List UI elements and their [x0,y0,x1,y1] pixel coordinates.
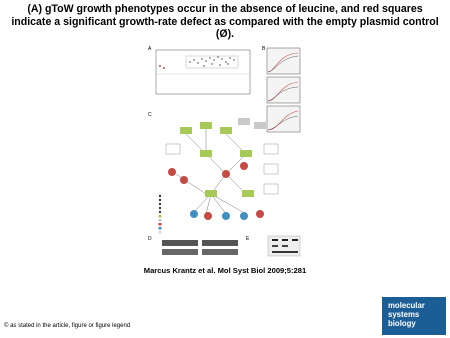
panel-b-growth-curves [262,46,300,132]
panel-label-c: C [148,112,152,118]
copyright-note: © as stated in the article, figure or figure legend [4,323,131,329]
figure-image [146,44,306,260]
panel-label-a: A [148,46,152,52]
panel-c-network [148,112,278,234]
molecular-systems-biology-logo [382,297,446,335]
panel-d-spot-assay [148,236,238,255]
logo-text: molecular systems biology [388,301,425,329]
figure-caption: Marcus Krantz et al. Mol Syst Biol 2009;5:281 [143,266,307,275]
slide-title: (A) gToW growth phenotypes occur in the absence of leucine, and red squares indicate a significant growth-rate defect as compared with the empty plasmid control (Ø). [11,3,439,40]
panel-label-d: D [148,236,152,242]
panel-e-blot [246,236,300,256]
panel-c-legend [159,195,162,234]
panel-label-b: B [262,46,266,52]
panel-a-scatter [148,46,250,94]
panel-label-e: E [246,236,250,242]
